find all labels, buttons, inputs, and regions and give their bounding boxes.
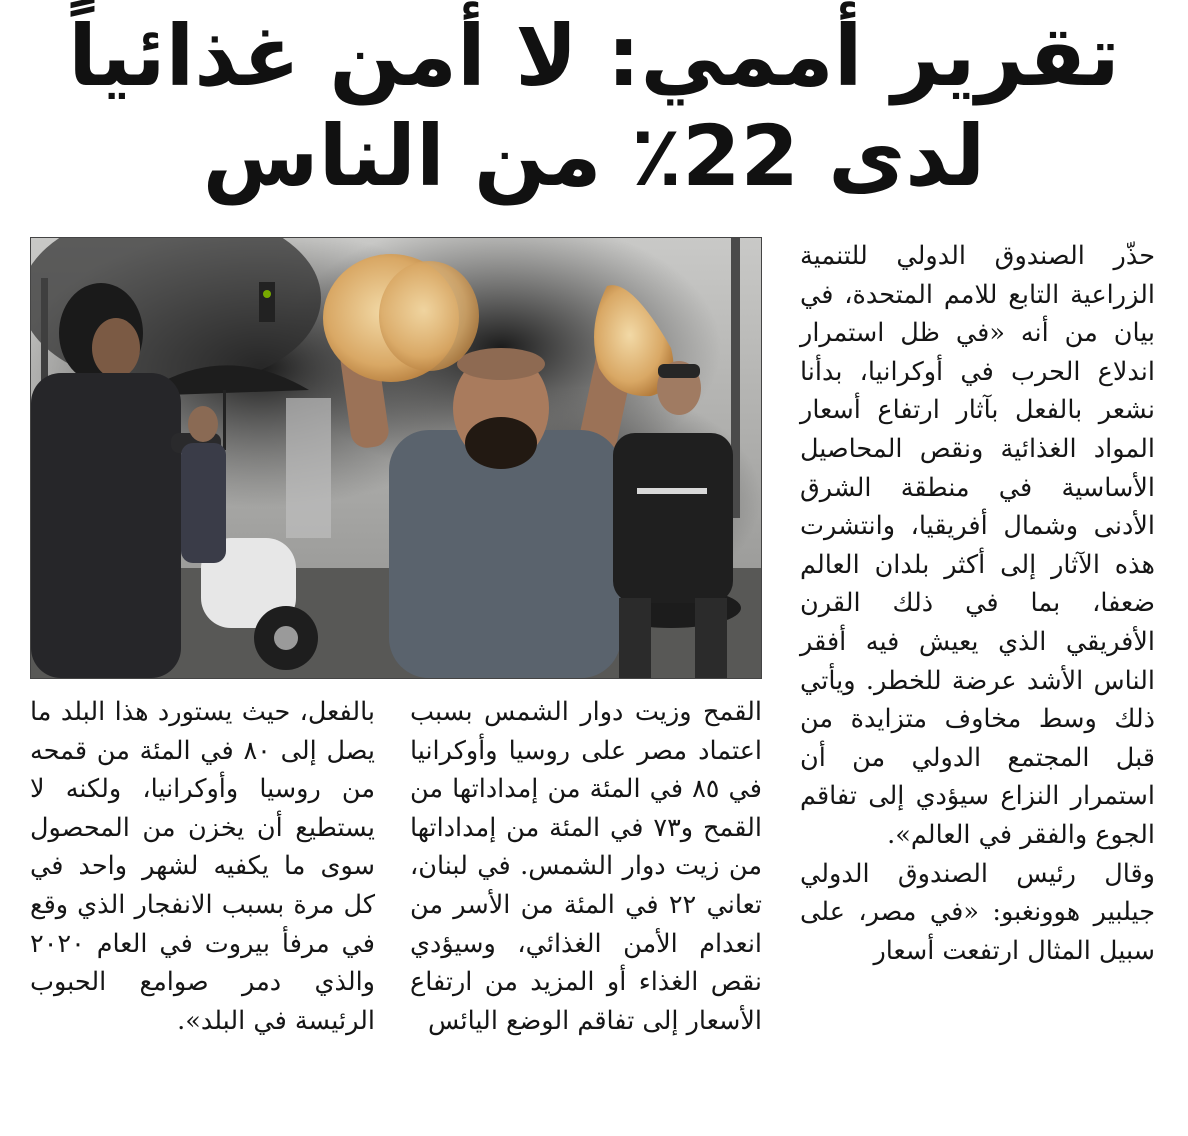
news-photo [30, 237, 762, 679]
article-paragraph: بالفعل، حيث يستورد هذا البلد ما يصل إلى ٨٠ في المئة من قمحه من روسيا وأوكرانيا، ولكنه لا يستطيع أن يخزن من المحصول سوى ما يكفيه لشهر واحد في كل مرة بسبب الانفجار الذي وقع في مرفأ بيروت في العام ٢٠٢٠ والذي دمر صوامع الحبوب الرئيسة في البلد». [30, 697, 375, 1036]
article-column-left [30, 693, 375, 1040]
headline-line-1: تقرير أممي: لا أمن غذائياً [68, 7, 1120, 105]
article-paragraph: وقال رئيس الصندوق الدولي جيلبير هوونغبو: «في مصر، على سبيل المثال ارتفعت أسعار [800, 858, 1155, 966]
article-paragraph: القمح وزيت دوار الشمس بسبب اعتماد مصر على روسيا وأوكرانيا في ٨٥ في المئة من إمداداتها من القمح و٧٣ في المئة من إمداداتها من زيت دوار الشمس. في لبنان، تعاني ٢٢ في المئة من الأسر من انعدام الأمن الغذائي، وسيؤدي نقص الغذاء أو المزيد من ارتفاع الأسعار إلى تفاقم الوضع اليائس [410, 697, 762, 1036]
article-column-right [800, 237, 1155, 970]
article-paragraph: حذّر الصندوق الدولي للتنمية الزراعية التابع للامم المتحدة، في بيان من أنه «في ظل استمرار اندلاع الحرب في أوكرانيا، بدأنا نشعر بالفعل بآثار ارتفاع أسعار المواد الغذائية ونقص المحاصيل الأساسية في منطقة الشرق الأدنى وشمال أفريقيا، وانتشرت هذه الآثار إلى أكثر بلدان العالم ضعفا، بما في ذلك القرن الأفريقي الذي يعيش فيه أفقر الناس الأشد عرضة للخطر. ويأتي ذلك وسط مخاوف متزايدة من قبل المجتمع الدولي من أن استمرار النزاع سيؤدي إلى تفاقم الجوع والفقر في العالم». [800, 241, 1155, 850]
headline-line-2: لدى 22٪ من الناس [202, 107, 986, 205]
headline [0, 6, 1188, 206]
article-column-middle [410, 693, 762, 1040]
